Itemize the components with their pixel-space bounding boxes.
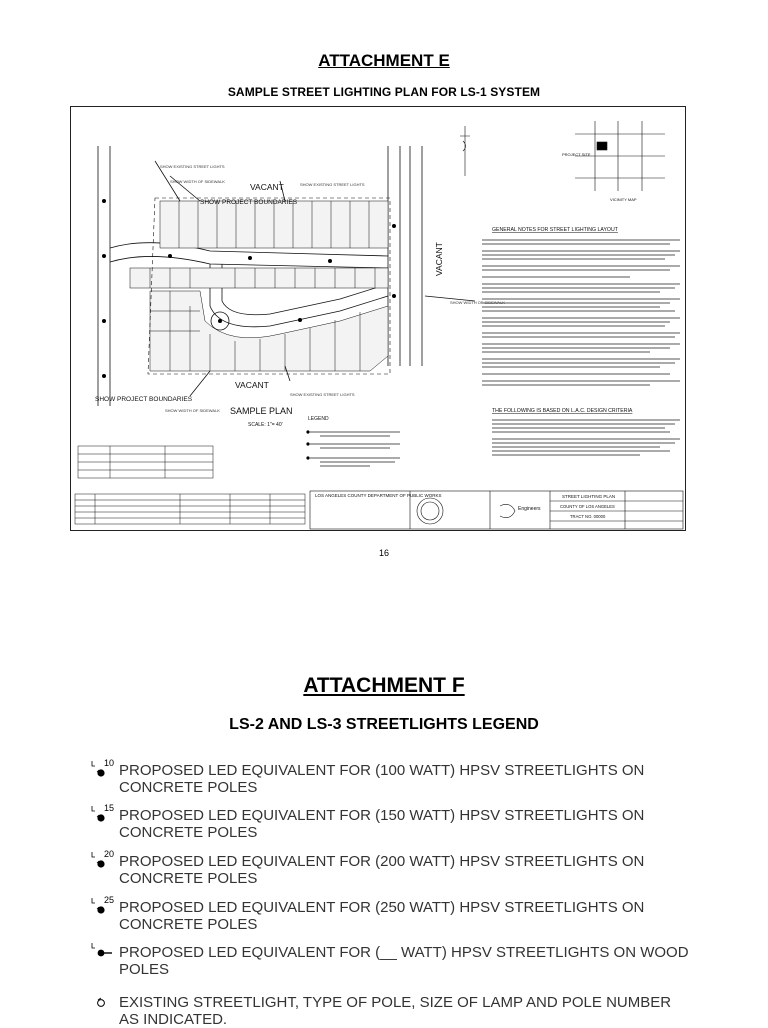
legend-text-line: PROPOSED LED EQUIVALENT FOR (100 WATT) HPSV STREETLIGHTS ON [119,762,645,779]
vacant-label-top: VACANT [250,182,284,192]
wood-pole-streetlight-icon [90,940,118,962]
concrete-pole-streetlight-icon [90,758,118,780]
legend-item-200w [90,849,730,889]
wattage-label: 25 [104,895,115,905]
svg-text:SHOW WIDTH OF SIDEWALK: SHOW WIDTH OF SIDEWALK [170,179,225,184]
vacant-label-bottom: VACANT [235,380,269,390]
legend-text-line: CONCRETE POLES [119,779,258,796]
page-number: 16 [378,548,389,558]
concrete-pole-streetlight-icon [90,849,118,871]
project-boundaries-label-2: SHOW PROJECT BOUNDARIES [95,396,193,403]
tract-label: TRACT NO. 00000 [570,514,606,519]
attachment-e-title: ATTACHMENT E [318,51,450,70]
legend-text-line: PROPOSED LED EQUIVALENT FOR (250 WATT) HPSV STREETLIGHTS ON [119,899,645,916]
vacant-label-right: VACANT [434,242,444,276]
design-criteria-title: THE FOLLOWING IS BASED ON L.A.C. DESIGN CRITERIA [492,408,633,414]
wattage-label: 10 [104,758,115,768]
county-label: COUNTY OF LOS ANGELES [560,504,615,509]
attachment-e-subtitle: SAMPLE STREET LIGHTING PLAN FOR LS-1 SYSTEM [227,85,541,99]
svg-text:SHOW EXISTING STREET LIGHTS: SHOW EXISTING STREET LIGHTS [300,182,365,187]
attachment-f-title: ATTACHMENT F [303,674,465,697]
legend-item-100w [90,758,730,798]
legend-item-250w [90,895,730,935]
svg-text:SHOW EXISTING STREET LIGHTS: SHOW EXISTING STREET LIGHTS [160,164,225,169]
plan-title-label: STREET LIGHTING PLAN [562,494,616,499]
project-site-label: PROJECT SITE [562,152,591,157]
general-notes-title: GENERAL NOTES FOR STREET LIGHTING LAYOUT [492,227,618,233]
legend-text-line: CONCRETE POLES [119,870,258,887]
existing-streetlight-icon [90,990,118,1012]
wattage-label: 15 [104,803,115,813]
attachment-f-subtitle: LS-2 AND LS-3 STREETLIGHTS LEGEND [229,716,539,733]
legend-text-line: AS INDICATED. [119,1011,228,1028]
legend-text-line: PROPOSED LED EQUIVALENT FOR (200 WATT) HPSV STREETLIGHTS ON [119,853,645,870]
legend-text-line: CONCRETE POLES [119,824,258,841]
svg-text:SHOW EXISTING STREET LIGHTS: SHOW EXISTING STREET LIGHTS [290,392,355,397]
concrete-pole-streetlight-icon [90,895,118,917]
street-lighting-plan-drawing [70,106,686,531]
vicinity-map-label: VICINITY MAP [610,197,637,202]
legend-text-line: EXISTING STREETLIGHT, TYPE OF POLE, SIZE OF LAMP AND POLE NUMBER [119,994,672,1011]
agency-label: LOS ANGELES COUNTY DEPARTMENT OF PUBLIC WORKS [315,493,442,498]
legend-item-wood-pole [90,940,730,980]
svg-text:SHOW WIDTH OF SIDEWALK: SHOW WIDTH OF SIDEWALK [450,300,505,305]
plan-legend-title: LEGEND [308,416,329,422]
concrete-pole-streetlight-icon [90,803,118,825]
legend-text-line: PROPOSED LED EQUIVALENT FOR (150 WATT) HPSV STREETLIGHTS ON [119,807,645,824]
legend-text-line: PROPOSED LED EQUIVALENT FOR (__ WATT) HPSV STREETLIGHTS ON WOOD [119,944,689,961]
sample-plan-label: SAMPLE PLAN [230,406,293,416]
engineer-label: Engineers [518,506,541,512]
project-boundaries-label: SHOW PROJECT BOUNDARIES [200,199,298,206]
legend-text-line: CONCRETE POLES [119,916,258,933]
legend-item-150w [90,803,730,843]
legend-item-existing [90,990,730,1028]
legend-text-line: POLES [119,961,170,978]
wattage-label: 20 [104,849,115,859]
scale-label: SCALE: 1"= 40' [248,422,283,428]
svg-text:SHOW WIDTH OF SIDEWALK: SHOW WIDTH OF SIDEWALK [165,408,220,413]
